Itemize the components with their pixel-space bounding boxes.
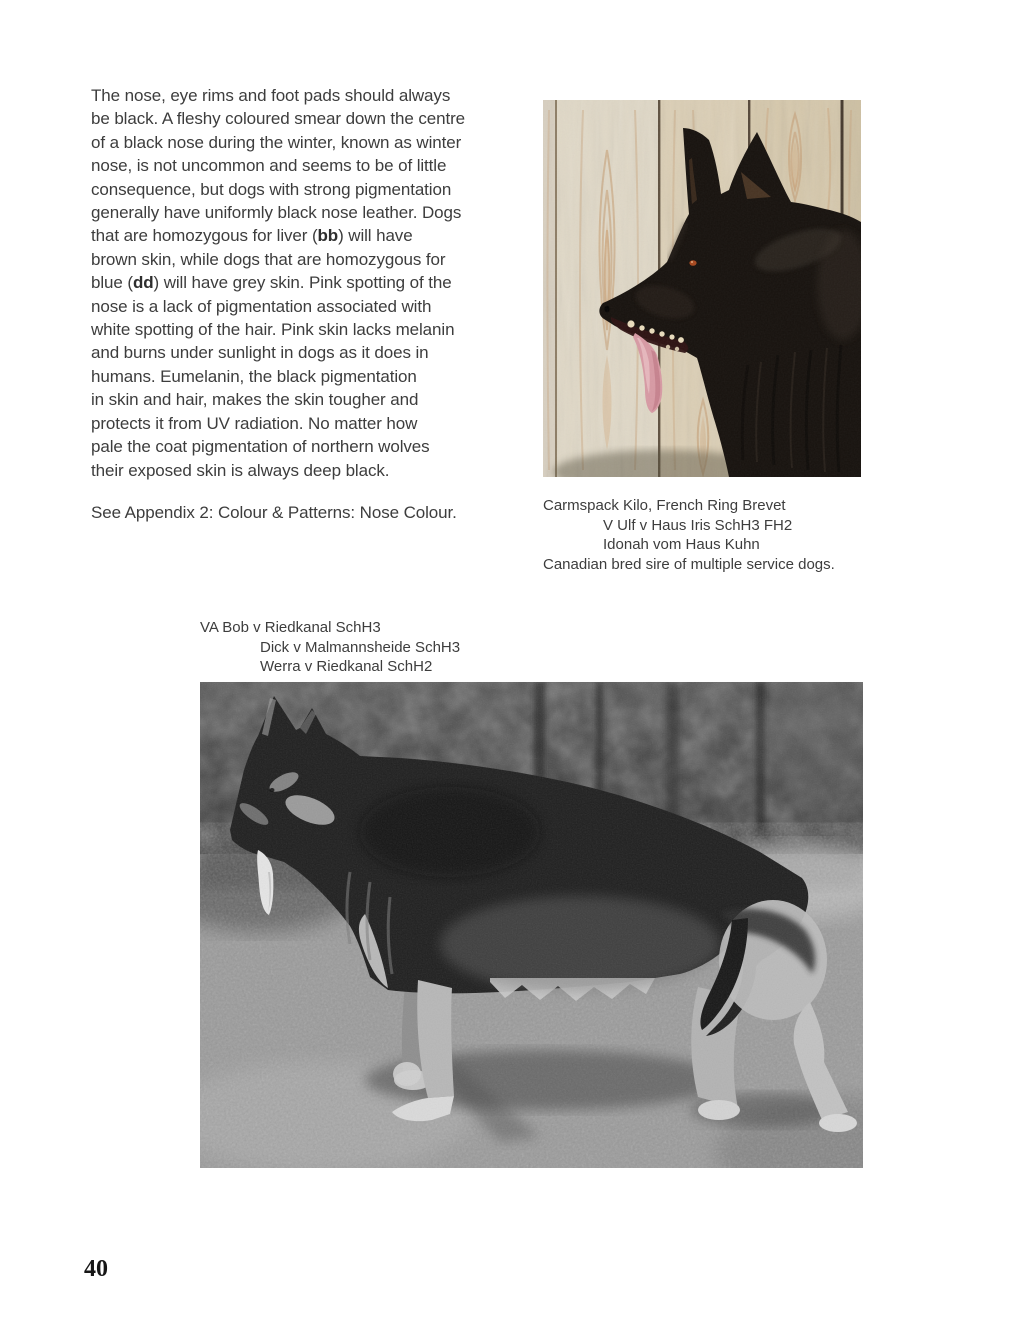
caption-line-dam: Werra v Riedkanal SchH2	[260, 658, 433, 675]
bottom-photo-caption	[200, 618, 560, 677]
caption-line-sire: V Ulf v Haus Iris SchH3 FH2	[603, 516, 793, 534]
body-paragraph: The nose, eye rims and foot pads should always be black. A fleshy coloured smear down the centre of a black nose during the winter, known as winter nose, is not uncommon and seems to be of little consequence, but dogs with strong pigmentation generally have uniformly black nose leather. Dogs that are homozygous for liver (bb) will have brown skin, while dogs that are homozygous for blue (dd) will have grey skin. Pink spotting of the nose is a lack of pigmentation associated with white spotting of the hair. Pink skin lacks melanin and burns under sunlight in dogs as it does in humans. Eumelanin, the black pigmentation in skin and hair, makes the skin tougher and protects it from UV radiation. No matter how pale the coat pigmentation of northern wolves their exposed skin is always deep black.	[91, 86, 466, 480]
photo-grain	[200, 682, 863, 1168]
caption-line: Canadian bred sire of multiple service dogs.	[543, 555, 835, 573]
photo-grain	[543, 100, 861, 477]
top-photo-caption	[543, 496, 873, 574]
caption-line-sire: Dick v Malmannsheide SchH3	[260, 638, 461, 656]
caption-line: Carmspack Kilo, French Ring Brevet	[543, 497, 786, 514]
caption-line-dam: Idonah vom Haus Kuhn	[603, 536, 760, 553]
german-shepherd-head-photo	[543, 100, 861, 477]
see-appendix-reference: See Appendix 2: Colour & Patterns: Nose Colour.	[91, 503, 457, 522]
german-shepherd-standing-photo	[200, 682, 863, 1168]
page-number: 40	[84, 1256, 108, 1282]
caption-line: VA Bob v Riedkanal SchH3	[200, 619, 381, 636]
